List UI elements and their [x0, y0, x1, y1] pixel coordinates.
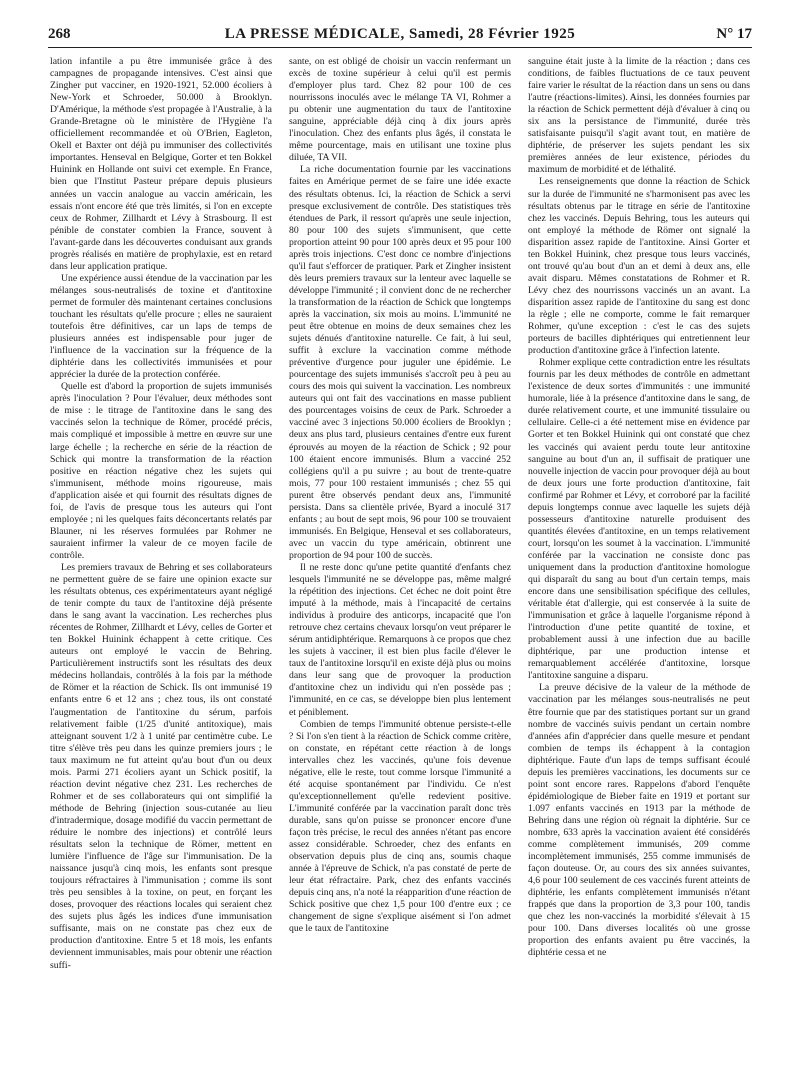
paragraph: Quelle est d'abord la proportion de sujets immunisés après l'inoculation ? Pour l'évaluer, deux méthodes sont de mise : le titrage de l'antitoxine dans le sang des vaccinés selon la technique de Römer, procédé précis, mais compliqué et impossible à mettre en œuvre sur une large échelle ; la recherche en série de la réaction de Schick qui montre la transformation de la réaction positive en réaction négative chez les sujets qui s'immunisent, méthode moins rigoureuse, mais d'application aisée et qui fournit des résultats dignes de foi, de l'avis de presque tous les auteurs qui l'ont employée ; ni les quelques faits déconcertants relatés par Blauner, ni les réserves formulées par Rohmer ne sauraient infirmer la valeur de ce moyen facile de contrôle.: [50, 381, 272, 561]
text-column-1: [50, 56, 272, 1070]
page-number: 268: [48, 26, 71, 42]
paragraph: Les renseignements que donne la réaction de Schick sur la durée de l'immunité ne s'harmonisent pas avec les résultats obtenus par le titrage en série de l'antitoxine chez les vaccinés. Depuis Behring, tous les auteurs qui ont employé la méthode de Römer ont signalé la disparition assez rapide de l'antitoxine. Ainsi Gorter et ten Bokkel Huinink, chez presque tous leurs vaccinés, ont trouvé qu'au bout d'un an et demi à deux ans, elle avait disparu. Mêmes constatations de Rohmer et R. Lévy chez des nourrissons vaccinés un an avant. La disparition assez rapide de l'antitoxine du sang est donc la règle ; elle ne comporte, comme le fait remarquer Rohmer, qu'une exception : c'est le cas des sujets porteurs de bacilles diphtériques qui entretiennent leur production d'antitoxine grâce à l'infection latente.: [528, 176, 750, 357]
paragraph: sante, on est obligé de choisir un vaccin renfermant un excès de toxine supérieur à celui qu'il est permis d'employer plus tard. Chez 82 pour 100 de ces nourrissons inoculés avec le mélange TA VI, Rohmer a pu obtenir une augmentation du taux de l'antitoxine sanguine, appréciable déjà cinq à dix jours après l'inoculation. Chez des enfants plus âgés, il constata le même pourcentage, mais en utilisant une toxine plus diluée, TA VII.: [289, 56, 511, 164]
paragraph: Les premiers travaux de Behring et ses collaborateurs ne permettent guère de se faire une opinion exacte sur les résultats obtenus, ces expérimentateurs ayant négligé de tenir compte du taux de l'antitoxine déjà présente dans le sang avant la vaccination. Les recherches plus récentes de Rohmer, Zillhardt et Lévy, celles de Gorter et ten Bokkel Huinink échappent à cette critique. Ces auteurs ont employé le vaccin de Behring. Particulièrement instructifs sont les résultats des deux médecins hollandais, contrôlés à la fois par la méthode de Römer et la réaction de Schick. Ils ont immunisé 19 enfants entre 6 et 12 ans ; chez tous, ils ont constaté l'augmentation de l'antitoxine du sérum, parfois relativement faible (1/25 d'unité antitoxique), mais atteignant souvent 1/2 à 1 unité par centimètre cube. Le titre s'élève très peu dans les quinze premiers jours ; le taux maximum ne fut atteint qu'au bout d'un ou deux mois. Parmi 271 écoliers ayant un Schick positif, la réaction devint négative chez 231. Les recherches de Rohmer et de ses collaborateurs qui ont simplifié la méthode de Behring (injection sous-cutanée au lieu d'intradermique, dosage modifié du vaccin permettant de réduire le nombre des injections) et contrôlé leurs résultats selon la technique de Römer, mettent en lumière l'influence de l'âge sur l'immunisation. De la naissance jusqu'à cinq mois, les enfants sont presque toujours réfractaires à l'immunisation ; comme ils sont très peu sensibles à la toxine, on peut, en forçant les doses, provoquer des réactions locales qui seraient chez des sujets plus âgés les indices d'une immunisation suffisante, mais on ne constate pas chez eux de production d'antitoxine. Entre 5 et 18 mois, les enfants deviennent immunisables, mais pour obtenir une réaction suffi-: [50, 561, 272, 971]
text-column-2: [289, 56, 511, 1070]
text-column-3: [528, 56, 750, 1070]
paragraph: Combien de temps l'immunité obtenue persiste-t-elle ? Si l'on s'en tient à la réaction de Schick comme critère, on constate, en répétant cette réaction à de longs intervalles chez les vaccinés, qu'une fois devenue négative, elle le reste, tout comme lorsque l'immunité a été acquise spontanément par l'individu. Ce n'est qu'exceptionnellement qu'elle redevient positive. L'immunité conférée par la vaccination paraît donc très durable, sans qu'on puisse se prononcer encore d'une façon très précise, le recul des années n'étant pas encore assez considérable. Schroeder, chez des enfants en observation depuis plus de cinq ans, soumis chaque année à l'épreuve de Schick, n'a pas constaté de perte de leur état réfractaire. Park, chez des enfants vaccinés depuis cinq ans, n'a noté la réapparition d'une réaction de Schick positive que chez 1,5 pour 100 d'entre eux ; ce changement de signe s'explique aisément si l'on admet que le taux de l'antitoxine: [289, 718, 511, 935]
paragraph: sanguine était juste à la limite de la réaction ; dans ces conditions, de faibles fluctuations de ce taux peuvent faire varier le résultat de la réaction dans un sens ou dans l'autre (réactions-limites). Ainsi, les données fournies par la réaction de Schick permettent déjà d'évaluer à cinq ou six ans la persistance de l'immunité, durée très satisfaisante puisqu'il s'agit avant tout, en matière de diphtérie, de préserver les sujets pendant les six premières années de leur existence, périodes du maximum de morbidité et de léthalité.: [528, 56, 750, 176]
journal-title: LA PRESSE MÉDICALE, Samedi, 28 Février 1925: [224, 26, 576, 42]
paragraph: Il ne reste donc qu'une petite quantité d'enfants chez lesquels l'immunité ne se développe pas, même malgré la répétition des injections. Cet échec ne doit point être imputé à la méthode, mais à l'incapacité de certains individus à produire des anticorps, incapacité que l'on retrouve chez certains chevaux lorsqu'on veut préparer le sérum antidiphtérique. Remarquons à ce propos que chez les sujets à vacciner, il est bien plus facile d'élever le taux de l'antitoxine lorsqu'il en existe déjà plus ou moins dans leur sang que de provoquer la production d'antitoxine chez un individu qui n'en possède pas ; l'immunité, en ce cas, se développe bien plus lentement et péniblement.: [289, 561, 511, 718]
header-rule: [48, 47, 752, 48]
page-header: [48, 26, 752, 46]
paragraph: La preuve décisive de la valeur de la méthode de vaccination par les mélanges sous-neutralisés ne peut être fournie que par des statistiques portant sur un grand nombre de vaccinés suivis pendant un certain nombre d'années afin d'apprécier dans quelle mesure et pendant combien de temps ils échappent à la contagion diphtérique. Faute d'un laps de temps suffisant écoulé depuis les premières vaccinations, les documents sur ce point sont encore rares. Rappelons d'abord l'enquête épidémiologique de Bieber faite en 1919 et portant sur 1.097 enfants vaccinés en 1913 par la méthode de Behring dans une région où régnait la diphtérie. Sur ce nombre, 633 après la vaccination avaient été considérés comme complètement immunisés, 209 comme incomplètement immunisés, 255 comme immunisés de façon douteuse. Or, au cours des six années suivantes, 4,6 pour 100 seulement de ces vaccinés furent atteints de diphtérie, les enfants complètement immunisés n'étant frappés que dans la proportion de 3,3 pour 100, tandis que chez les non-vaccinés la morbidité s'élevait à 15 pour 100. Dans diverses localités où une grosse proportion des enfants avaient pu être vaccinés, la diphtérie cessa et ne: [528, 682, 750, 959]
issue-number: N° 17: [716, 26, 752, 42]
paragraph: lation infantile a pu être immunisée grâce à des campagnes de propagande intensives. C'est ainsi que Zingher put vacciner, en 1920-1921, 52.000 écoliers à New-York et Schroeder, 50.000 à Brooklyn. D'Amérique, la méthode s'est propagée à l'Australie, à la Grande-Bretagne où le ministère de l'Hygiène l'a officiellement recommandée et où O'Brien, Eagleton, Okell et Baxter ont déjà pu immuniser des collectivités importantes. Henseval en Belgique, Gorter et ten Bokkel Huinink en Hollande ont suivi cet exemple. En France, bien que l'Institut Pasteur prépare depuis plusieurs années un vaccin analogue au vaccin américain, les essais n'ont encore été que très limités, si l'on en excepte ceux de Rohmer, Zillhardt et Lévy à Strasbourg. Il est pénible de constater combien la France, souvent à l'avant-garde dans les découvertes conduisant aux grands progrès réalisés en matière de prophylaxie, est en retard dans leur application pratique.: [50, 56, 272, 272]
paragraph: Rohmer explique cette contradiction entre les résultats fournis par les deux méthodes de contrôle en admettant l'existence de deux sortes d'immunités : une immunité humorale, liée à la présence d'antitoxine dans le sang, de durée relativement courte, et une immunité tissulaire ou cellulaire. Celle-ci a été nettement mise en évidence par Gorter et ten Bokkel Huinink qui ont constaté que chez les vaccinés qui avaient perdu toute leur antitoxine sanguine au bout d'un an, il suffisait de pratiquer une nouvelle injection de vaccin pour provoquer déjà au bout de deux jours une forte production d'antitoxine, fait confirmé par Rohmer et Lévy, et corroboré par la facilité depuis longtemps connue avec laquelle les sujets déjà possesseurs d'antitoxine naturelle produisent des quantités élevées d'antitoxine, en un temps relativement court, lorsqu'on les soumet à la vaccination. L'immunité conférée par la vaccination ne consiste donc pas uniquement dans la production d'antitoxine homologue qui disparaît du sang au bout d'un certain temps, mais encore dans une sensibilisation spécifique des cellules, véritable état d'allergie, qui est conservée à la suite de l'immunisation et grâce à laquelle l'organisme répond à l'introduction d'une petite quantité de toxine, et probablement aussi à une infection due au bacille diphtérique, par une production intense et remarquablement accélérée d'antitoxine, lorsque l'antitoxine sanguine a disparu.: [528, 357, 750, 682]
paragraph: La riche documentation fournie par les vaccinations faites en Amérique permet de se faire une idée exacte des résultats obtenus. Ici, la réaction de Schick a servi presque exclusivement de contrôle. Des statistiques très étendues de Park, il ressort qu'après une seule injection, 80 pour 100 des sujets s'immunisent, que cette proportion atteint 90 pour 100 après deux et 95 pour 100 après trois injections. C'est donc ce nombre d'injections qu'il faut s'efforcer de pratiquer. Park et Zingher insistent dès leurs premiers travaux sur la lenteur avec laquelle se développe l'immunité ; il convient donc de ne rechercher la transformation de la réaction de Schick que longtemps après la vaccination, six mois au moins. L'immunité ne peut être obtenue en moins de deux semaines chez les sujets dénués d'antitoxine naturelle. Ce fait, à lui seul, suffit à exclure la vaccination comme méthode préventive d'urgence pour juguler une épidémie. Le pourcentage des sujets immunisés s'accroît peu à peu au cours des mois qui suivent la vaccination. Les nombreux auteurs qui ont fait des vaccinations en masse publient des pourcentages voisins de ceux de Park. Schroeder a vacciné avec 3 injections 50.000 écoliers de Brooklyn ; deux ans plus tard, plusieurs centaines d'entre eux furent éprouvés au moyen de la réaction de Schick ; 92 pour 100 étaient encore immunisés. Blum a vacciné 252 collégiens qu'il a pu suivre ; au bout de trente-quatre mois, 77 pour 100 restaient immunisés ; chez 55 qui purent être observés pendant deux ans, l'immunité persista. Dans sa clientèle privée, Byard a inoculé 317 enfants ; au bout de sept mois, 96 pour 100 se trouvaient immunisés. En Belgique, Henseval et ses collaborateurs, avec un vaccin du type américain, obtinrent une proportion de 94 pour 100 de succès.: [289, 164, 511, 561]
paragraph: Une expérience aussi étendue de la vaccination par les mélanges sous-neutralisés de toxine et d'antitoxine permet de formuler dès maintenant certaines conclusions touchant les résultats qu'elle procure ; elles ne sauraient toutefois être définitives, car un laps de temps de plusieurs années est indispensable pour juger de l'influence de la vaccination sur la fréquence de la diphtérie dans les collectivités immunisées et pour apprécier la durée de la protection conférée.: [50, 272, 272, 381]
